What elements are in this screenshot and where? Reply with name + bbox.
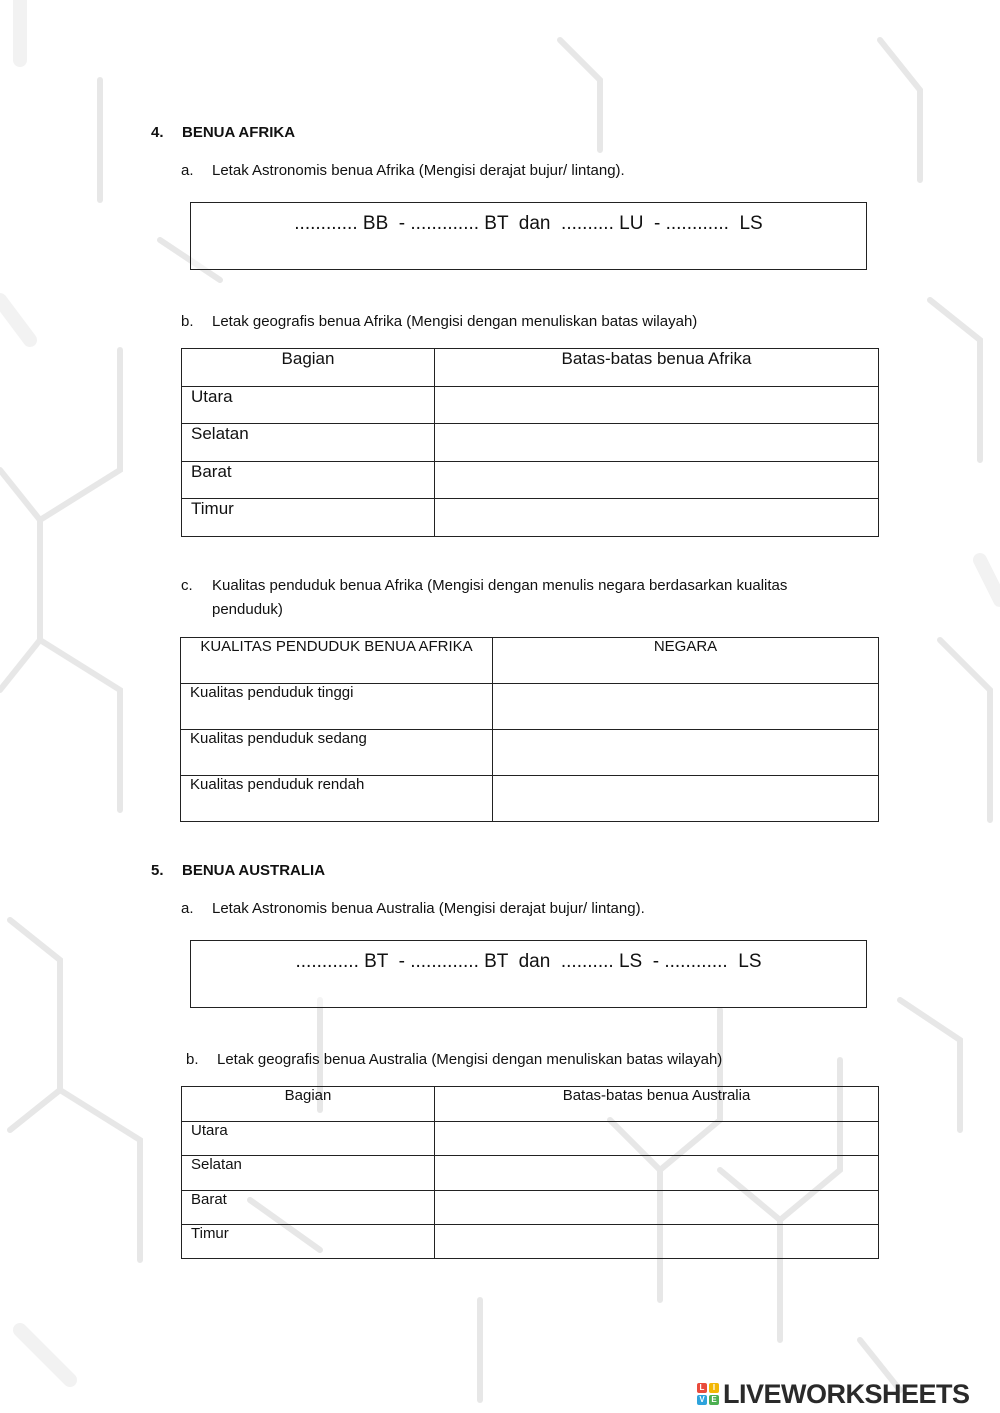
answer-cell-rendah[interactable]	[493, 776, 879, 822]
answer-cell-selatan[interactable]	[435, 424, 879, 462]
row-label-timur: Timur	[182, 499, 435, 537]
table-row	[182, 424, 879, 462]
section-5-title: BENUA AUSTRALIA	[182, 862, 326, 879]
row-label-barat: Barat	[182, 1191, 435, 1225]
answer-cell-utara[interactable]	[435, 387, 879, 424]
answer-cell-timur[interactable]	[435, 499, 879, 537]
row-label-tinggi: Kualitas penduduk tinggi	[181, 684, 493, 730]
table-row	[181, 776, 879, 822]
section-5a-instruction	[181, 900, 645, 917]
section-5b-instruction	[186, 1051, 722, 1068]
table-row	[182, 1191, 879, 1225]
row-label-utara: Utara	[182, 1122, 435, 1156]
table-row	[182, 1225, 879, 1259]
answer-cell-timur[interactable]	[435, 1225, 879, 1259]
logo-tile: V	[697, 1395, 707, 1405]
column-header-negara: NEGARA	[493, 638, 879, 684]
answer-cell-barat[interactable]	[435, 1191, 879, 1225]
afrika-quality-table	[180, 637, 879, 822]
item-label: b.	[181, 313, 194, 330]
row-label-selatan: Selatan	[182, 424, 435, 462]
afrika-coordinate-box[interactable]: ............ BB - ............. BT dan .......... LU - ............ LS	[190, 202, 867, 270]
column-header-bagian: Bagian	[182, 349, 435, 387]
liveworksheets-logo	[697, 1379, 970, 1409]
liveworksheets-logo-icon	[697, 1383, 719, 1405]
column-header-bagian: Bagian	[182, 1087, 435, 1122]
logo-tile: I	[709, 1383, 719, 1393]
section-5-number: 5.	[151, 862, 164, 879]
table-row	[181, 684, 879, 730]
item-text-line-2: penduduk)	[212, 601, 283, 618]
logo-tile: L	[697, 1383, 707, 1393]
table-row	[182, 1122, 879, 1156]
item-text: Letak geografis benua Australia (Mengisi dengan menuliskan batas wilayah)	[217, 1051, 723, 1068]
section-5-heading	[151, 862, 325, 879]
table-header-row	[182, 1087, 879, 1122]
table-row	[182, 462, 879, 499]
row-label-timur: Timur	[182, 1225, 435, 1259]
column-header-batas: Batas-batas benua Afrika	[435, 349, 879, 387]
australia-border-table	[181, 1086, 879, 1259]
row-label-barat: Barat	[182, 462, 435, 499]
item-label: c.	[181, 577, 193, 594]
item-label: b.	[186, 1051, 199, 1068]
section-4-number: 4.	[151, 124, 164, 141]
column-header-batas: Batas-batas benua Australia	[435, 1087, 879, 1122]
section-4-heading	[151, 124, 295, 141]
item-text: Letak Astronomis benua Australia (Mengisi derajat bujur/ lintang).	[212, 900, 645, 917]
row-label-sedang: Kualitas penduduk sedang	[181, 730, 493, 776]
section-4c-instruction	[181, 574, 871, 622]
table-row	[182, 499, 879, 537]
item-text-line-1: Kualitas penduduk benua Afrika (Mengisi dengan menulis negara berdasarkan kualitas	[212, 577, 788, 594]
australia-coordinate-box[interactable]: ............ BT - ............. BT dan .......... LS - ............ LS	[190, 940, 867, 1008]
table-row	[181, 730, 879, 776]
section-4-title: BENUA AFRIKA	[182, 124, 296, 141]
table-row	[182, 1156, 879, 1191]
afrika-border-table	[181, 348, 879, 537]
section-4a-instruction	[181, 162, 625, 179]
table-header-row	[182, 349, 879, 387]
liveworksheets-logo-text: LIVEWORKSHEETS	[723, 1378, 970, 1409]
answer-cell-utara[interactable]	[435, 1122, 879, 1156]
table-row	[182, 387, 879, 424]
answer-cell-tinggi[interactable]	[493, 684, 879, 730]
row-label-rendah: Kualitas penduduk rendah	[181, 776, 493, 822]
column-header-kualitas: KUALITAS PENDUDUK BENUA AFRIKA	[181, 638, 493, 684]
section-4b-instruction	[181, 313, 697, 330]
item-text: Letak Astronomis benua Afrika (Mengisi derajat bujur/ lintang).	[212, 162, 625, 179]
logo-tile: E	[709, 1395, 719, 1405]
answer-cell-barat[interactable]	[435, 462, 879, 499]
row-label-selatan: Selatan	[182, 1156, 435, 1191]
table-header-row	[181, 638, 879, 684]
row-label-utara: Utara	[182, 387, 435, 424]
item-text: Letak geografis benua Afrika (Mengisi dengan menuliskan batas wilayah)	[212, 313, 698, 330]
item-label: a.	[181, 900, 194, 917]
answer-cell-selatan[interactable]	[435, 1156, 879, 1191]
item-label: a.	[181, 162, 194, 179]
answer-cell-sedang[interactable]	[493, 730, 879, 776]
